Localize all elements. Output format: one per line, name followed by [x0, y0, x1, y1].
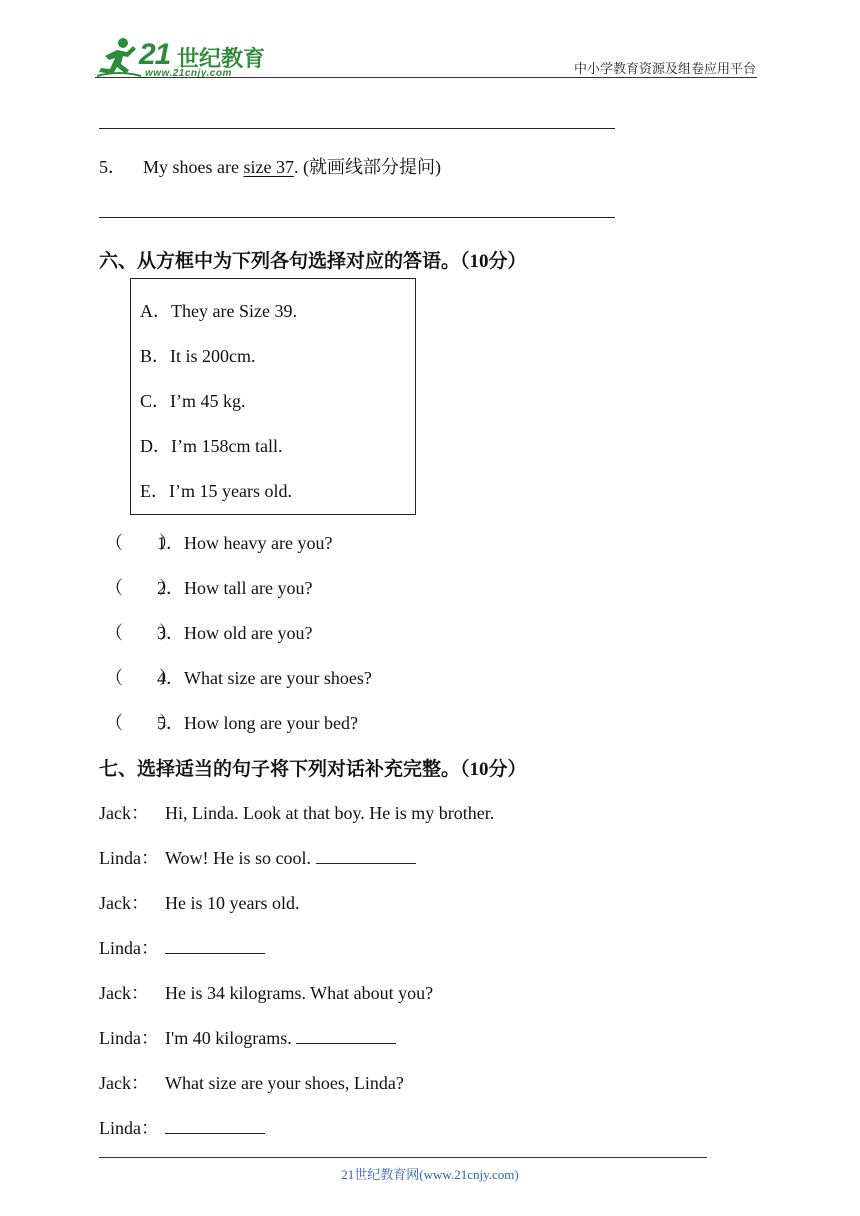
answer-parentheses: （ ） [105, 533, 177, 553]
logo-number: 21 [139, 38, 171, 71]
section-6-heading [99, 246, 527, 273]
fill-in-blank[interactable] [165, 1117, 265, 1134]
question-number: 5． [99, 157, 126, 177]
question-text: 4．What size are your shoes? [157, 668, 372, 688]
speaker: Jack： [99, 983, 149, 1003]
dialogue-line-3 [99, 889, 299, 915]
question-text: 3．How old are you? [157, 623, 313, 643]
underlined-phrase: size 37 [243, 157, 294, 177]
matching-question-5 [105, 709, 358, 735]
dialogue-line-8 [99, 1114, 265, 1140]
section-title: 七、选择适当的句子将下列对话补充完整。 [99, 758, 461, 780]
matching-question-4 [105, 664, 372, 690]
speaker: Linda： [99, 1118, 159, 1138]
answer-parentheses: （ ） [105, 623, 177, 643]
answer-parentheses: （ ） [105, 668, 177, 688]
fill-in-blank[interactable] [296, 1027, 396, 1044]
question-5 [99, 155, 441, 179]
question-text: 1．How heavy are you? [157, 533, 333, 553]
site-logo [95, 36, 265, 80]
answer-parentheses: （ ） [105, 578, 177, 598]
dialogue-line-7 [99, 1069, 404, 1095]
dialogue-text: Wow! He is so cool. [165, 848, 316, 868]
matching-question-1 [105, 529, 332, 555]
dialogue-text: What size are your shoes, Linda? [165, 1073, 404, 1093]
options-box [130, 278, 416, 515]
speaker: Jack： [99, 803, 149, 823]
option-c: C．I’m 45 kg. [140, 391, 246, 411]
section-7-heading [99, 754, 527, 781]
logo-url: www.21cnjy.com [145, 68, 232, 79]
speaker: Jack： [99, 893, 149, 913]
dialogue-line-6 [99, 1024, 396, 1050]
question-text-after: . (就画线部分提问) [293, 157, 441, 177]
footer-divider [99, 1157, 707, 1158]
option-b: B．It is 200cm. [140, 346, 256, 366]
dialogue-text: I'm 40 kilograms. [165, 1028, 297, 1048]
option-e: E．I’m 15 years old. [140, 481, 292, 501]
option-a: A．They are Size 39. [140, 301, 297, 321]
section-points: （10分） [460, 759, 527, 780]
question-text-before: My shoes are [143, 157, 244, 177]
dialogue-line-2 [99, 844, 416, 870]
speaker: Linda： [99, 938, 159, 958]
section-title: 六、从方框中为下列各句选择对应的答语。 [99, 250, 461, 272]
header-divider [95, 77, 757, 78]
matching-question-2 [105, 574, 312, 600]
dialogue-line-1 [99, 799, 494, 825]
header-tagline: 中小学教育资源及组卷应用平台 [573, 62, 756, 77]
fill-in-blank[interactable] [316, 847, 416, 864]
dialogue-text: Hi, Linda. Look at that boy. He is my brother. [165, 803, 495, 823]
option-d: D．I’m 158cm tall. [140, 436, 283, 456]
question-text: 5．How long are your bed? [157, 713, 358, 733]
speaker: Linda： [99, 848, 159, 868]
runner-logo-icon [95, 36, 143, 80]
speaker: Jack： [99, 1073, 149, 1093]
section-points: （10分） [460, 251, 527, 272]
answer-line [99, 128, 615, 129]
speaker: Linda： [99, 1028, 159, 1048]
dialogue-text: He is 10 years old. [165, 893, 300, 913]
dialogue-text: He is 34 kilograms. What about you? [165, 983, 434, 1003]
dialogue-line-4 [99, 934, 265, 960]
matching-question-3 [105, 619, 312, 645]
dialogue-line-5 [99, 979, 433, 1005]
answer-line [99, 217, 615, 218]
logo-text: 世纪教育 [177, 47, 266, 72]
question-text: 2．How tall are you? [157, 578, 313, 598]
footer-text: 21世纪教育网(www.21cnjy.com) [341, 1167, 519, 1182]
fill-in-blank[interactable] [165, 937, 265, 954]
answer-parentheses: （ ） [105, 713, 177, 733]
